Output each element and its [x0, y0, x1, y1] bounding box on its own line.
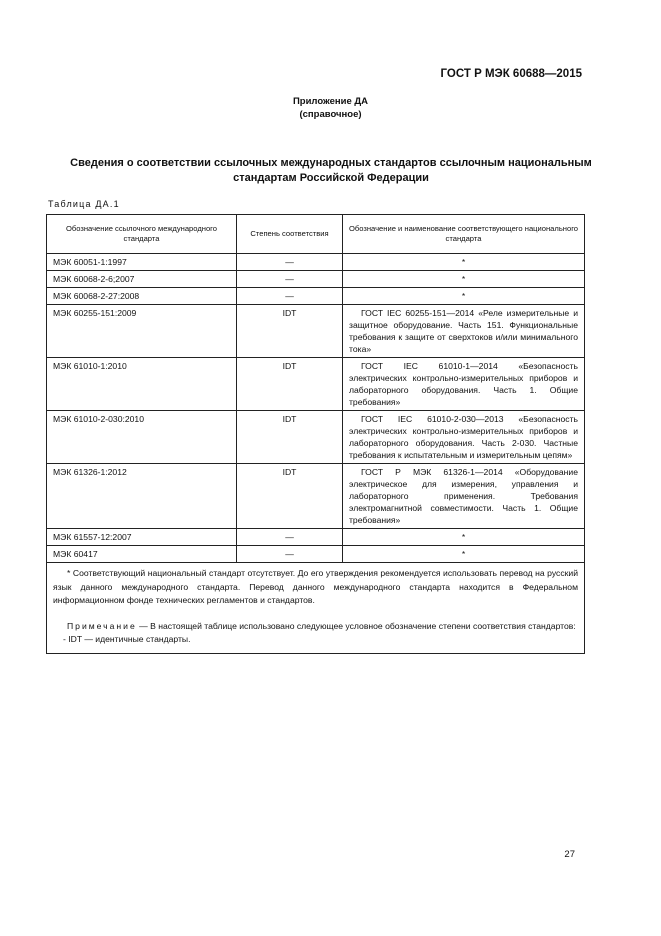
degree-cell: —: [237, 271, 343, 288]
note-label: Примечание: [67, 620, 137, 631]
table-row: [47, 288, 585, 305]
table-caption: Таблица ДА.1: [48, 199, 120, 209]
note-item: - IDT — идентичные стандарты.: [63, 634, 191, 644]
ref-cell: МЭК 60068-2-27:2008: [47, 288, 237, 305]
ref-cell: МЭК 60051-1:1997: [47, 254, 237, 271]
ref-cell: МЭК 61010-1:2010: [47, 358, 237, 411]
national-cell: *: [343, 529, 585, 546]
document-code: ГОСТ Р МЭК 60688—2015: [440, 68, 582, 80]
table-row: [47, 529, 585, 546]
page-title-line-2: стандартам Российской Федерации: [233, 172, 429, 184]
annex-heading: [0, 95, 661, 121]
national-cell: *: [343, 546, 585, 563]
table-row: [47, 254, 585, 271]
degree-cell: IDT: [237, 305, 343, 358]
ref-cell: МЭК 61557-12:2007: [47, 529, 237, 546]
national-cell: ГОСТ IEC 61010-1—2014 «Безопасность электрических контрольно-измерительных приборов и лабораторного оборудования. Часть 1. Общие требования»: [343, 358, 585, 411]
national-cell: *: [343, 288, 585, 305]
national-cell: ГОСТ IEC 61010-2-030—2013 «Безопасность электрических контрольно-измерительных приборов и лабораторного оборудования. Часть 2-030. Частные требования к испытательным и измерительным цепям»: [343, 411, 585, 464]
table-note: [53, 620, 578, 634]
degree-cell: IDT: [237, 358, 343, 411]
header-international-standard: Обозначение ссылочного международного стандарта: [47, 215, 237, 254]
ref-cell: МЭК 60068-2-6;2007: [47, 271, 237, 288]
national-cell: *: [343, 254, 585, 271]
standards-correspondence-table: [46, 214, 585, 654]
footnote-cell: [47, 563, 585, 654]
degree-cell: —: [237, 254, 343, 271]
header-degree: Степень соответствия: [237, 215, 343, 254]
page-number: 27: [564, 849, 575, 860]
table-footnote-row: [47, 563, 585, 654]
degree-cell: IDT: [237, 464, 343, 529]
table-row: [47, 411, 585, 464]
page-title-line-1: Сведения о соответствии ссылочных международных стандартов ссылочным национальным: [70, 157, 592, 169]
ref-cell: МЭК 61326-1:2012: [47, 464, 237, 529]
national-cell: ГОСТ Р МЭК 61326-1—2014 «Оборудование электрическое для измерения, управления и лабораторного применения. Требования электромагнитной совместимости. Часть 1. Общие требования»: [343, 464, 585, 529]
footnote-text: * Соответствующий национальный стандарт отсутствует. До его утверждения рекомендуется использовать перевод на русский язык данного международного стандарта. Перевод данного международного стандарта находится в Федеральном информационном фонде технических регламентов и стандартов.: [53, 568, 578, 605]
national-cell: ГОСТ IEC 60255-151—2014 «Реле измерительные и защитное оборудование. Часть 151. Функциональные требования к защите от сверхтоков и/или минимального тока»: [343, 305, 585, 358]
page-title: [48, 156, 614, 186]
ref-cell: МЭК 60417: [47, 546, 237, 563]
table-header-row: [47, 215, 585, 254]
header-national-standard: Обозначение и наименование соответствующего национального стандарта: [343, 215, 585, 254]
annex-title: Приложение ДА: [292, 96, 369, 107]
ref-cell: МЭК 61010-2-030:2010: [47, 411, 237, 464]
degree-cell: IDT: [237, 411, 343, 464]
degree-cell: —: [237, 529, 343, 546]
table-row: [47, 271, 585, 288]
note-text: — В настоящей таблице использовано следующее условное обозначение степени соответствия стандартов:: [139, 620, 576, 631]
table-row: [47, 464, 585, 529]
degree-cell: —: [237, 288, 343, 305]
annex-subtitle: (справочное): [299, 109, 362, 120]
table-row: [47, 546, 585, 563]
ref-cell: МЭК 60255-151:2009: [47, 305, 237, 358]
table-row: [47, 358, 585, 411]
table-row: [47, 305, 585, 358]
national-cell: *: [343, 271, 585, 288]
degree-cell: —: [237, 546, 343, 563]
